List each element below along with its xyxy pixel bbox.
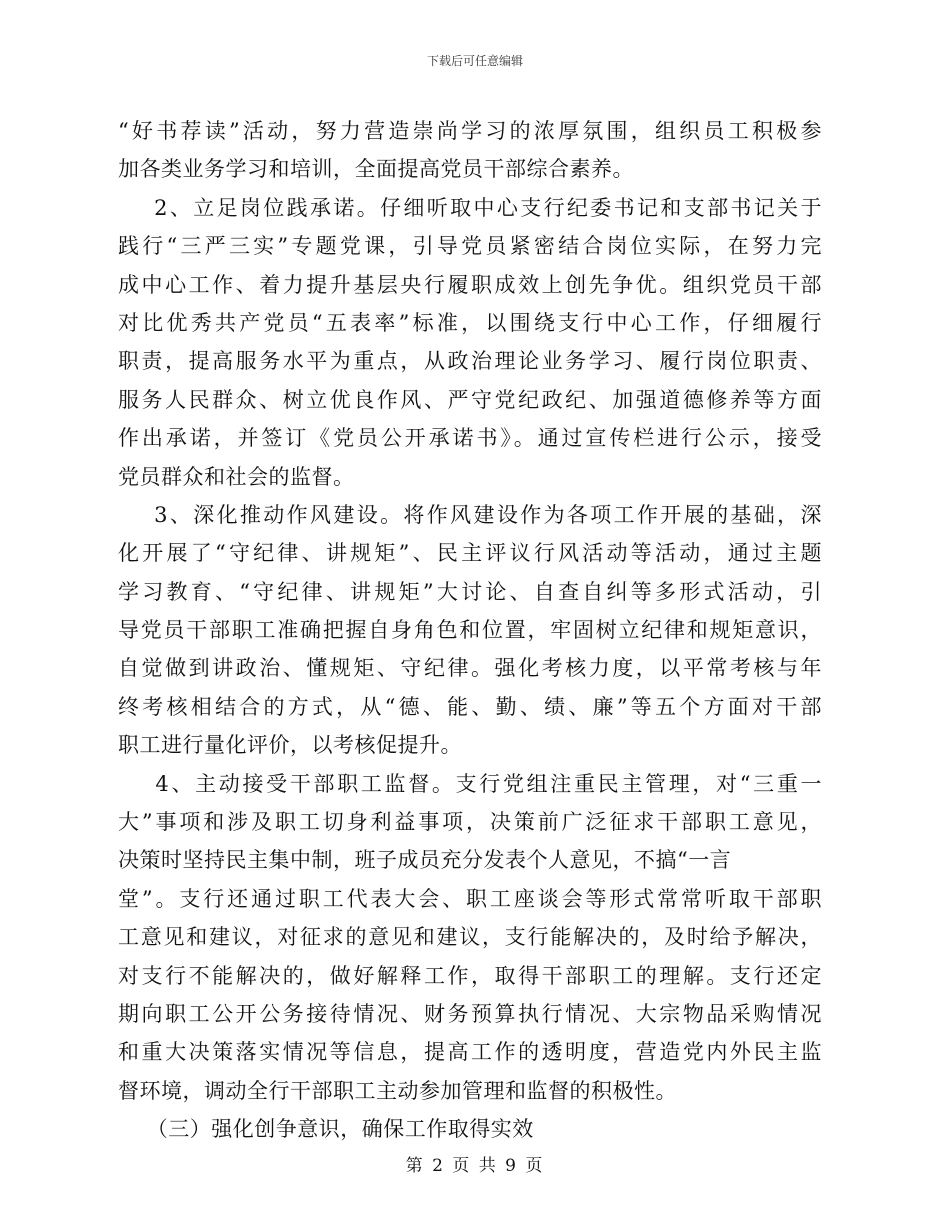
text-line: 自觉做到讲政治、懂规矩、守纪律。强化考核力度，以平常考核与年 <box>118 656 822 681</box>
text-line: 和重大决策落实情况等信息，提高工作的透明度，营造党内外民主监 <box>118 1040 822 1065</box>
text-line: 导党员干部职工准确把握自身角色和位置，牢固树立纪律和规矩意识， <box>118 618 822 643</box>
text-line: 2、立足岗位践承诺。仔细听取中心支行纪委书记和支部书记关于 <box>118 195 822 220</box>
text-line: 服务人民群众、树立优良作风、严守党纪政纪、加强道德修养等方面 <box>118 387 822 412</box>
text-line: 终考核相结合的方式，从“德、能、勤、绩、廉”等五个方面对干部 <box>118 694 822 719</box>
text-line: 作出承诺，并签订《党员公开承诺书》。通过宣传栏进行公示，接受 <box>118 426 822 451</box>
page-header: 下载后可任意编辑 <box>426 54 523 68</box>
page-footer: 第 2 页 共 9 页 <box>405 1156 545 1176</box>
text-line: 学习教育、“守纪律、讲规矩”大讨论、自查自纠等多形式活动，引 <box>118 579 822 604</box>
text-line: 大”事项和涉及职工切身利益事项，决策前广泛征求干部职工意见， <box>118 810 822 835</box>
section-heading: （三）强化创争意识，确保工作取得实效 <box>118 1117 534 1142</box>
text-line: 工意见和建议，对征求的意见和建议，支行能解决的，及时给予解决， <box>118 925 822 950</box>
text-line: 4、主动接受干部职工监督。支行党组注重民主管理，对“三重一 <box>118 771 822 796</box>
document-body <box>118 112 822 1149</box>
text-line: 期向职工公开公务接待情况、财务预算执行情况、大宗物品采购情况 <box>118 1001 822 1026</box>
text-line: 督环境，调动全行干部职工主动参加管理和监督的积极性。 <box>118 1078 677 1103</box>
text-line: 党员群众和社会的监督。 <box>118 464 355 489</box>
text-line: 对支行不能解决的，做好解释工作，取得干部职工的理解。支行还定 <box>118 963 822 988</box>
text-line: 堂”。支行还通过职工代表大会、职工座谈会等形式常常听取干部职 <box>118 886 822 911</box>
text-line: 加各类业务学习和培训，全面提高党员干部综合素养。 <box>118 157 634 182</box>
text-line: “好书荐读”活动，努力营造崇尚学习的浓厚氛围，组织员工积极参 <box>118 119 822 143</box>
text-line: 职工进行量化评价，以考核促提升。 <box>118 733 462 758</box>
text-line: 职责，提高服务水平为重点，从政治理论业务学习、履行岗位职责、 <box>118 349 822 374</box>
text-line: 化开展了“守纪律、讲规矩”、民主评议行风活动等活动，通过主题 <box>118 541 822 566</box>
text-line: 决策时坚持民主集中制，班子成员充分发表个人意见，不搞“一言 <box>118 848 732 873</box>
text-line: 成中心工作、着力提升基层央行履职成效上创先争优。组织党员干部 <box>118 272 822 297</box>
text-line: 践行“三严三实”专题党课，引导党员紧密结合岗位实际，在努力完 <box>118 234 822 259</box>
text-line: 对比优秀共产党员“五表率”标准，以围绕支行中心工作，仔细履行 <box>118 310 822 335</box>
text-line: 3、深化推动作风建设。将作风建设作为各项工作开展的基础，深 <box>118 502 822 527</box>
